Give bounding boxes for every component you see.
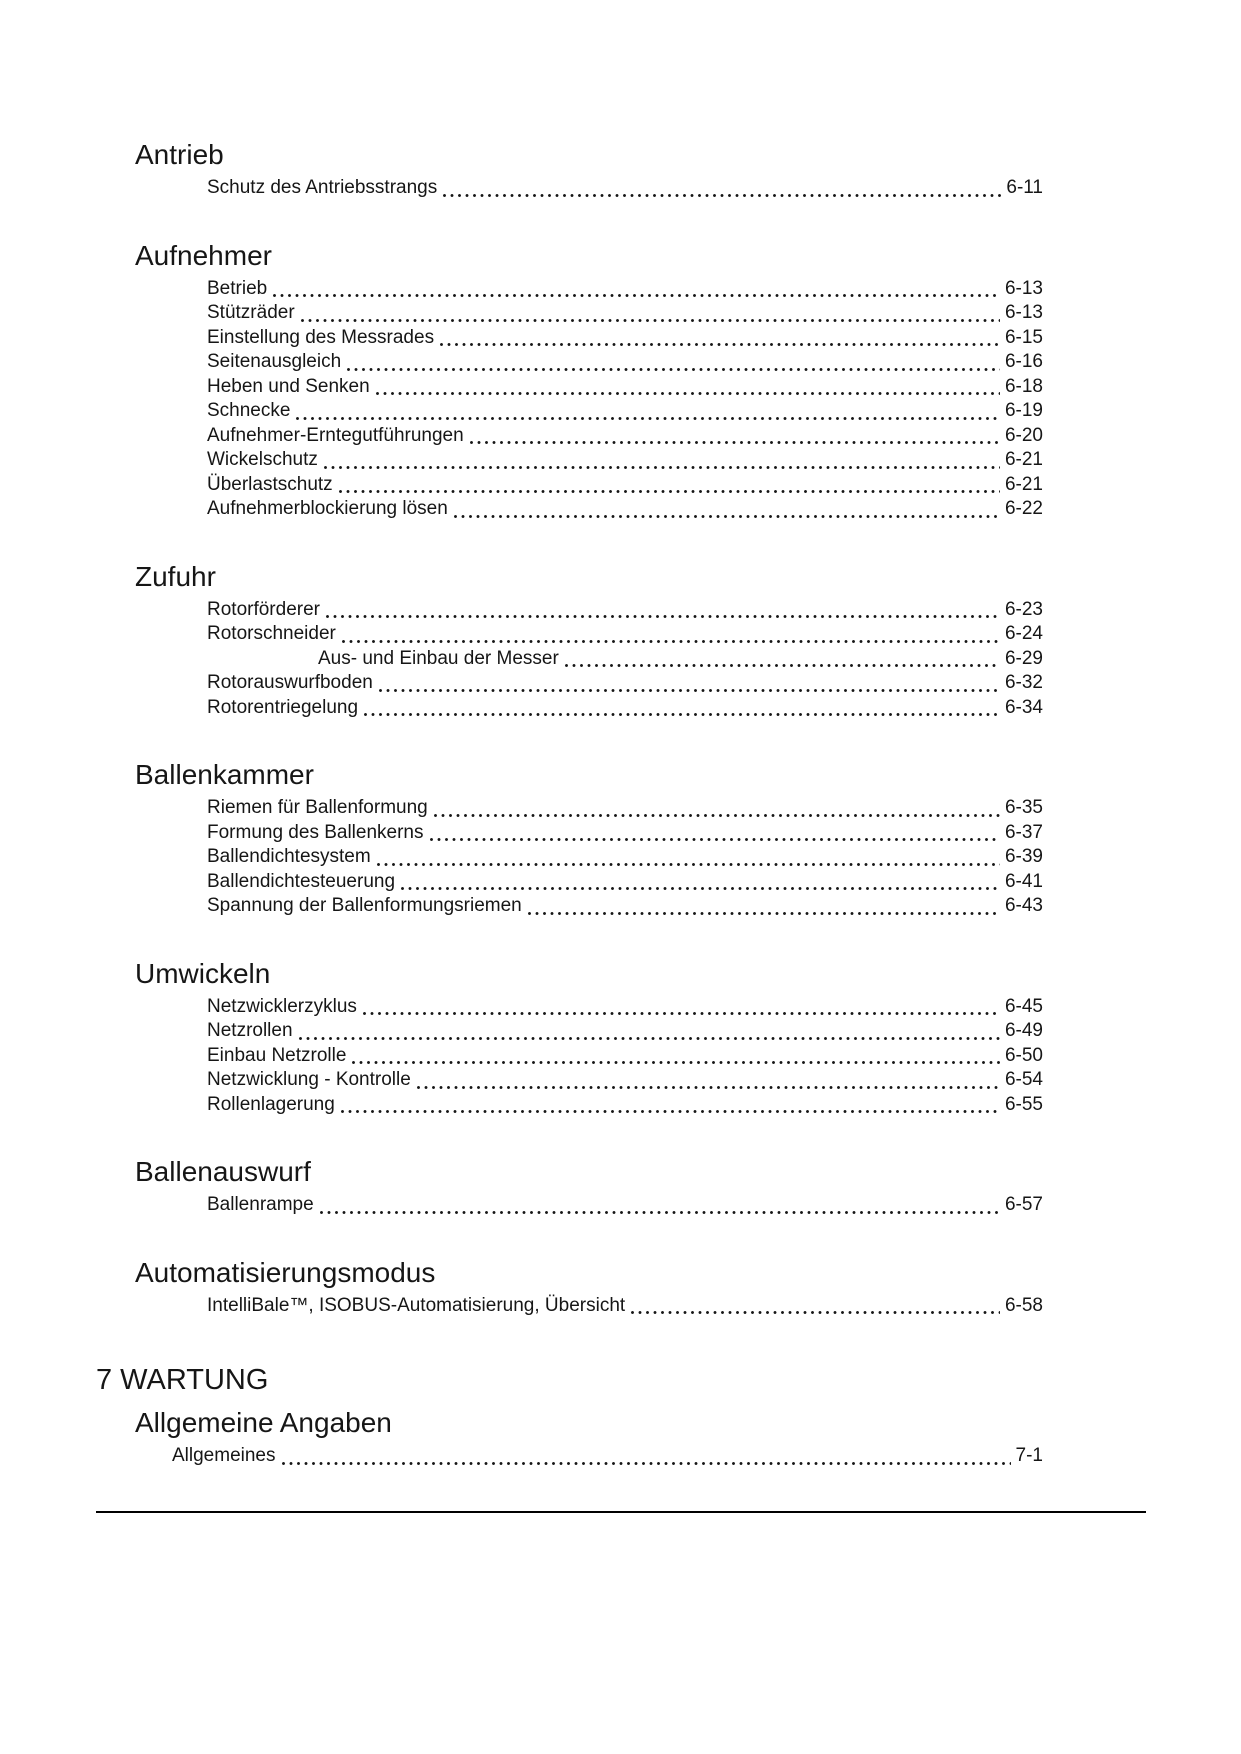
toc-entry-page: 6-34 bbox=[1004, 696, 1043, 718]
section-heading: Umwickeln bbox=[135, 957, 271, 989]
toc-entry-page: 6-57 bbox=[1004, 1194, 1043, 1215]
dot-leader bbox=[301, 319, 1000, 322]
toc-entry bbox=[96, 176, 1043, 201]
toc-entry-page: 6-55 bbox=[1004, 1093, 1043, 1115]
toc-entry-title: Aufnehmer-Erntegutführungen bbox=[207, 424, 464, 446]
toc-entry-page: 6-20 bbox=[1004, 424, 1043, 446]
dot-leader bbox=[273, 294, 1000, 297]
dot-leader bbox=[470, 441, 1000, 444]
toc-entry bbox=[96, 845, 1043, 870]
toc-entry-title: Stützräder bbox=[207, 302, 295, 323]
toc-entry-title: Rollenlagerung bbox=[207, 1093, 335, 1115]
toc-entry bbox=[96, 598, 1043, 623]
toc-entry-page: 6-22 bbox=[1004, 498, 1043, 519]
toc-entry bbox=[96, 399, 1043, 424]
dot-leader bbox=[363, 1012, 1000, 1015]
dot-leader bbox=[342, 640, 1000, 643]
toc-entry-title: Einbau Netzrolle bbox=[207, 1044, 347, 1066]
dot-leader bbox=[379, 689, 1000, 692]
toc-entry-page: 6-50 bbox=[1004, 1044, 1043, 1066]
dot-leader bbox=[528, 912, 1000, 915]
dot-leader bbox=[401, 887, 1000, 890]
dot-leader bbox=[417, 1086, 1000, 1089]
dot-leader bbox=[430, 838, 1000, 841]
toc-entry bbox=[96, 894, 1043, 919]
toc-entry bbox=[96, 821, 1043, 846]
toc-entry-title: Riemen für Ballenformung bbox=[207, 797, 428, 818]
toc-entry-page: 6-13 bbox=[1004, 302, 1043, 323]
dot-leader bbox=[282, 1462, 1011, 1465]
section-heading: Aufnehmer bbox=[135, 239, 272, 271]
toc-entry bbox=[96, 671, 1043, 696]
toc-entry-page: 6-43 bbox=[1004, 895, 1043, 916]
dot-leader bbox=[296, 417, 1000, 420]
toc-entry-title: Aus- und Einbau der Messer bbox=[318, 647, 559, 669]
toc-entry-title: Aufnehmerblockierung lösen bbox=[207, 498, 448, 519]
toc-entry bbox=[96, 647, 1043, 672]
toc-entry bbox=[96, 277, 1043, 302]
toc-entry-page: 6-21 bbox=[1004, 449, 1043, 470]
dot-leader bbox=[434, 814, 1000, 817]
toc-entry-title: Ballendichtesystem bbox=[207, 846, 371, 867]
dot-leader bbox=[377, 863, 1000, 866]
toc-entry-page: 6-41 bbox=[1004, 870, 1043, 892]
toc-entry-title: Rotorauswurfboden bbox=[207, 672, 373, 693]
dot-leader bbox=[565, 664, 1000, 667]
toc-entry-page: 6-11 bbox=[1006, 177, 1043, 198]
dot-leader bbox=[324, 466, 1000, 469]
toc-entry-page: 6-13 bbox=[1004, 277, 1043, 299]
toc-entry-title: Spannung der Ballenformungsriemen bbox=[207, 895, 522, 916]
toc-entry-title: Rotorschneider bbox=[207, 623, 336, 644]
toc-entry-page: 6-58 bbox=[1004, 1294, 1043, 1316]
dot-leader bbox=[454, 515, 1000, 518]
toc-entry-page: 6-29 bbox=[1004, 647, 1043, 669]
toc-entry-page: 6-19 bbox=[1004, 400, 1043, 421]
toc-entry bbox=[96, 424, 1043, 449]
toc-entry bbox=[96, 375, 1043, 400]
toc-entry-title: Netzwicklerzyklus bbox=[207, 995, 357, 1017]
toc-entry-title: Netzwicklung - Kontrolle bbox=[207, 1069, 411, 1090]
toc-entry-page: 6-23 bbox=[1004, 598, 1043, 620]
toc-entry-title: Betrieb bbox=[207, 277, 268, 299]
toc-entry-page: 6-32 bbox=[1004, 672, 1043, 693]
section-heading: Zufuhr bbox=[135, 560, 216, 592]
dot-leader bbox=[320, 1211, 1000, 1214]
section-heading: Ballenauswurf bbox=[135, 1156, 311, 1187]
toc-entry-page: 6-24 bbox=[1004, 623, 1043, 644]
section-heading: Allgemeine Angaben bbox=[135, 1407, 392, 1438]
toc-entry bbox=[96, 1193, 1043, 1218]
toc-entry-title: Netzrollen bbox=[207, 1020, 293, 1041]
toc-entry bbox=[96, 1093, 1043, 1118]
toc-entry-page: 6-49 bbox=[1004, 1020, 1043, 1041]
toc-entry bbox=[96, 326, 1043, 351]
toc-entry-title: Rotorentriegelung bbox=[207, 696, 359, 718]
footer-rule bbox=[96, 1511, 1146, 1513]
toc-entry-title: Rotorförderer bbox=[207, 598, 320, 620]
section-heading: Ballenkammer bbox=[135, 759, 314, 790]
toc-entry bbox=[96, 1044, 1043, 1069]
toc-entry bbox=[96, 622, 1043, 647]
toc-entry-page: 6-15 bbox=[1004, 326, 1043, 348]
toc-entry bbox=[96, 1444, 1043, 1469]
toc-entry-page: 6-18 bbox=[1004, 375, 1043, 397]
table-of-contents bbox=[96, 140, 1043, 1469]
toc-entry-page: 6-35 bbox=[1004, 797, 1043, 818]
toc-entry bbox=[96, 473, 1043, 498]
toc-entry bbox=[96, 301, 1043, 326]
toc-entry-title: Schnecke bbox=[207, 400, 291, 421]
toc-entry-title: Formung des Ballenkerns bbox=[207, 821, 424, 843]
dot-leader bbox=[364, 713, 1000, 716]
toc-entry bbox=[96, 350, 1043, 375]
dot-leader bbox=[376, 392, 1000, 395]
toc-entry bbox=[96, 796, 1043, 821]
toc-entry-title: Ballendichtesteuerung bbox=[207, 870, 396, 892]
dot-leader bbox=[352, 1061, 1000, 1064]
toc-entry-title: Schutz des Antriebsstrangs bbox=[207, 177, 438, 198]
section-heading: Automatisierungsmodus bbox=[135, 1256, 436, 1288]
toc-entry bbox=[96, 1019, 1043, 1044]
toc-entry bbox=[96, 1294, 1043, 1319]
dot-leader bbox=[341, 1110, 1000, 1113]
dot-leader bbox=[347, 368, 1000, 371]
toc-entry-page: 6-37 bbox=[1004, 821, 1043, 843]
dot-leader bbox=[326, 615, 1000, 618]
dot-leader bbox=[299, 1037, 1000, 1040]
toc-entry-title: Allgemeines bbox=[172, 1445, 276, 1466]
dot-leader bbox=[631, 1311, 1000, 1314]
toc-entry bbox=[96, 995, 1043, 1020]
toc-entry-page: 7-1 bbox=[1015, 1445, 1043, 1466]
section-heading: Antrieb bbox=[135, 139, 224, 170]
dot-leader bbox=[443, 194, 1001, 197]
toc-entry bbox=[96, 696, 1043, 721]
toc-entry-title: Wickelschutz bbox=[207, 449, 318, 470]
toc-entry-page: 6-45 bbox=[1004, 995, 1043, 1017]
toc-entry-page: 6-21 bbox=[1004, 473, 1043, 495]
toc-entry-page: 6-16 bbox=[1004, 351, 1043, 372]
toc-entry-title: Ballenrampe bbox=[207, 1194, 314, 1215]
dot-leader bbox=[440, 343, 1000, 346]
toc-entry-title: Einstellung des Messrades bbox=[207, 326, 435, 348]
toc-entry-page: 6-39 bbox=[1004, 846, 1043, 867]
toc-entry-title: Überlastschutz bbox=[207, 473, 333, 495]
toc-entry-title: Heben und Senken bbox=[207, 375, 370, 397]
dot-leader bbox=[339, 490, 1000, 493]
toc-entry bbox=[96, 870, 1043, 895]
toc-entry-title: IntelliBale™, ISOBUS-Automatisierung, Übersicht bbox=[207, 1294, 626, 1316]
toc-entry bbox=[96, 448, 1043, 473]
chapter-heading: 7 WARTUNG bbox=[96, 1364, 269, 1396]
toc-entry-title: Seitenausgleich bbox=[207, 351, 342, 372]
toc-entry bbox=[96, 497, 1043, 522]
toc-entry bbox=[96, 1068, 1043, 1093]
toc-entry-page: 6-54 bbox=[1004, 1069, 1043, 1090]
